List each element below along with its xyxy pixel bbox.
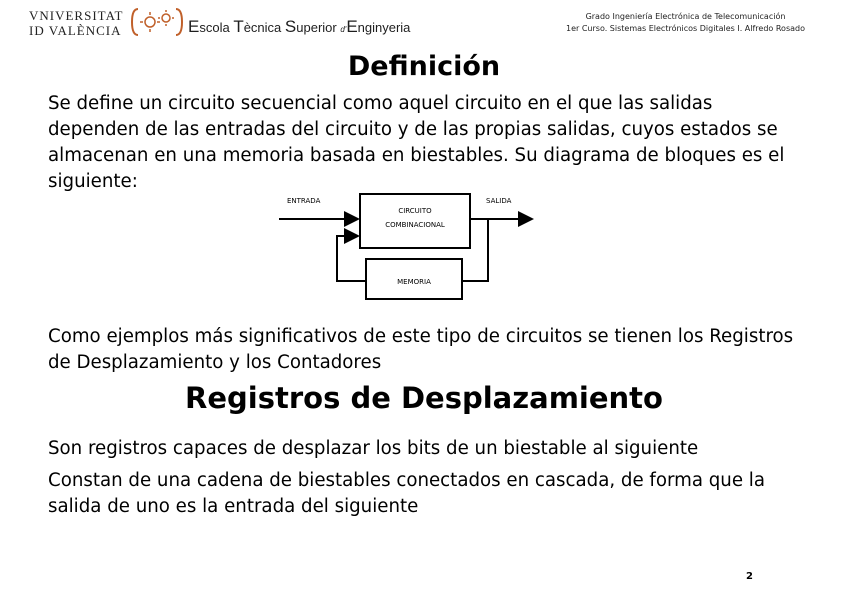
registros-title: Registros de Desplazamiento (185, 381, 663, 415)
university-line-2: ID VALÈNCIA (29, 23, 122, 38)
school-name: Escola Tècnica Superior d'Enginyeria (188, 17, 411, 36)
text-line: Son registros capaces de desplazar los bits de un biestable al siguiente (48, 438, 699, 459)
memory-label: MEMORIA (397, 278, 431, 286)
text-line: dependen de las entradas del circuito y de las propias salidas, cuyos estados se (48, 119, 778, 140)
registros-paragraph-2 (48, 468, 808, 520)
text-line: Constan de una cadena de biestables conectados en cascada, de forma que la (48, 470, 765, 491)
output-label: SALIDA (486, 197, 512, 205)
registros-paragraph-1 (48, 436, 808, 462)
page-number: 2 (746, 571, 753, 582)
definicion-paragraph (48, 91, 808, 195)
combinational-label-line-1: CIRCUITO (398, 207, 432, 215)
block-diagram (276, 188, 544, 306)
university-line-1: VNIVERSITAT (29, 8, 124, 23)
text-line: de Desplazamiento y los Contadores (48, 352, 382, 373)
course-line-1: Grado Ingeniería Electrónica de Telecomunicación (585, 12, 786, 21)
text-line: Como ejemplos más significativos de este tipo de circuitos se tienen los Registros (48, 326, 794, 347)
definicion-title: Definición (347, 51, 501, 82)
text-line: siguiente: (48, 171, 138, 192)
gear-emblem-icon (130, 6, 184, 38)
course-line-2: 1er Curso. Sistemas Electrónicos Digitales I. Alfredo Rosado (566, 24, 805, 33)
input-label: ENTRADA (287, 197, 321, 205)
text-line: almacenan en una memoria basada en biestables. Su diagrama de bloques es el (48, 145, 785, 166)
combinational-label-line-2: COMBINACIONAL (385, 221, 445, 229)
course-info (566, 11, 805, 35)
text-line: Se define un circuito secuencial como aquel circuito en el que las salidas (48, 93, 713, 114)
university-logo (29, 8, 129, 38)
text-line: salida de uno es la entrada del siguiente (48, 496, 419, 517)
ejemplos-paragraph (48, 324, 808, 376)
